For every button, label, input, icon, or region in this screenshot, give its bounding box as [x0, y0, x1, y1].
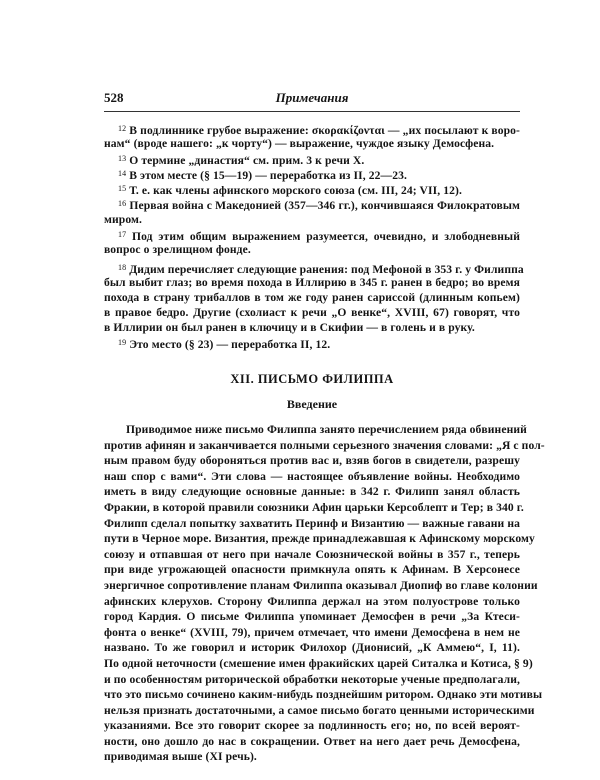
paragraph-line: иметь в виду следующие основные данные: в 342 г. Филипп занял область	[104, 485, 520, 499]
paragraph-line: нельзя признать достаточными, а самое письмо богато ценными историческими	[104, 703, 535, 717]
footnote-line	[104, 212, 520, 227]
footnote-number: 13	[118, 154, 127, 164]
footnote-line	[104, 305, 520, 320]
footnote-12	[104, 121, 520, 151]
footnote-15	[104, 181, 520, 196]
paragraph-line: наш спор с вами“. Эти слова — настоящее объявление войны. Необходимо	[104, 469, 520, 483]
footnote-line	[104, 335, 520, 350]
footnote-number: 15	[118, 184, 127, 194]
footnote-18	[104, 260, 524, 335]
paragraph-line: ности, оно дошло до нас в сокращении. Ответ на него дает речь Демосфена,	[104, 734, 520, 748]
paragraph-line: Фракии, в которой правили союзники Афин царьки Керсоблепт и Тер; в 340 г.	[104, 500, 524, 514]
footnote-text: в правое бедро. Другие (схолиаст к речи „О венке“, XVIII, 67) говорят, что	[104, 306, 520, 320]
footnote-16	[104, 196, 520, 226]
page-number: 528	[104, 90, 124, 105]
header-rule	[104, 111, 520, 112]
paragraph-line: и по особенностям риторической обработки некоторые ученые предполагали,	[104, 672, 521, 686]
footnote-text: в Иллирии он был ранен в ключицу и в Скифии — в голень и в руку.	[104, 321, 475, 335]
paragraph-line: пути в Черное море. Византия, прежде принадлежавшая к Афинскому морскому	[104, 532, 535, 546]
paragraph-line: ным правом буду обороняться против вас и, взяв богов в свидетели, разрешу	[104, 454, 520, 468]
section-subtitle: Введение	[286, 397, 338, 411]
footnote-19	[104, 335, 520, 350]
footnote-line	[104, 242, 520, 257]
paragraph-line: против афинян и заканчивается полными серьезного значения словами: „Я с пол-	[104, 438, 545, 452]
footnote-text: миром.	[104, 212, 142, 226]
footnote-text: Первая война с Македонией (357—346 гг.), кончившаяся Филократовым	[129, 199, 520, 213]
introduction-paragraph	[104, 422, 545, 765]
footnote-line	[104, 166, 520, 181]
footnote-text: был выбит глаз; во время похода в Иллирию в 345 г. ранен в бедро; во время	[104, 275, 520, 289]
page-header	[104, 90, 520, 108]
footnote-text: Это место (§ 23) — переработка II, 12.	[129, 338, 331, 352]
paragraph-line: при виде угрожающей опасности примкнула опять к Афинам. В Херсонесе	[104, 563, 520, 577]
paragraph-line: что это письмо сочинено каким-нибудь позднейшим ритором. Однако эти мотивы	[104, 688, 543, 702]
paragraph-line: энергичное сопротивление планам Филиппа оказывал Диопиф во главе колонии	[104, 578, 538, 592]
footnote-line	[104, 260, 524, 276]
footnote-number: 19	[118, 338, 127, 348]
footnote-line	[104, 320, 520, 335]
footnote-text: Дидим перечисляет следующие ранения: под Мефоной в 353 г. у Филиппа	[129, 262, 524, 276]
footnote-line	[104, 181, 520, 196]
footnote-13	[104, 151, 520, 166]
paragraph-line: город Кардия. О письме Филиппа упоминает Демосфен в речи „За Ктеси-	[104, 610, 520, 624]
footnote-line	[104, 196, 520, 211]
footnote-line	[104, 290, 520, 305]
paragraph-line: фонта о венке“ (XVIII, 79), причем отмечает, что имени Демосфена в нем не	[104, 625, 520, 639]
footnote-text: Т. е. как члены афинского морского союза (см. III, 24; VII, 12).	[129, 184, 462, 198]
footnote-number: 14	[118, 169, 127, 179]
footnote-text: вопрос о зрелищном фонде.	[104, 242, 251, 256]
footnote-line	[104, 227, 520, 242]
footnote-text: нам“ (вроде нашего: „к чорту“) — выражение, чуждое языку Демосфена.	[104, 137, 495, 151]
footnote-number: 18	[118, 262, 127, 272]
footnote-line	[104, 121, 520, 136]
footnote-17	[104, 227, 520, 257]
section-title: XII. ПИСЬМО ФИЛИППА	[230, 372, 394, 386]
footnote-number: 12	[118, 124, 127, 133]
paragraph-line: приводимая выше (XI речь).	[104, 750, 257, 764]
footnotes	[104, 121, 524, 352]
footnote-line	[104, 151, 520, 166]
paragraph-line: По одной неточности (смешение имен фракийских царей Ситалка и Котиса, § 9)	[104, 656, 533, 670]
footnote-number: 16	[118, 199, 127, 209]
paragraph-line: названо. То же говорил и историк Филохор (Дионисий, „К Аммею“, I, 11).	[104, 641, 520, 655]
paragraph-line: указаниями. Все это говорит скорее за подлинность его; но, по всей вероят-	[104, 719, 520, 733]
footnote-text: похода в страну трибаллов в том же году ранен сариссой (длинным копьем)	[104, 291, 520, 305]
paragraph-line: афинских клерухов. Сторону Филиппа держал на этом полуострове только	[104, 594, 520, 608]
footnote-line	[104, 275, 520, 290]
footnote-text: В этом месте (§ 15—19) — переработка из II, 22—23.	[129, 169, 408, 183]
footnote-line	[104, 136, 520, 151]
footnote-text: О термине „династия“ см. прим. 3 к речи X.	[129, 154, 365, 168]
footnote-14	[104, 166, 520, 181]
footnote-text: Под этим общим выражением разумеется, очевидно, и злободневный	[131, 229, 520, 243]
paragraph-line: Приводимое ниже письмо Филиппа занято перечислением ряда обвинений	[126, 423, 527, 436]
paragraph-line: Филипп сделал попытку захватить Перинф и Византию — важные гавани на	[104, 516, 520, 530]
running-head: Примечания	[275, 90, 349, 105]
paragraph-line: союзу и отпавшая от него при начале Союзнической войны в 357 г., теперь	[104, 547, 520, 561]
footnote-number: 17	[118, 229, 127, 239]
footnote-text: В подлиннике грубое выражение: σκορακίζονται — „их посылают к воро-	[129, 124, 521, 137]
